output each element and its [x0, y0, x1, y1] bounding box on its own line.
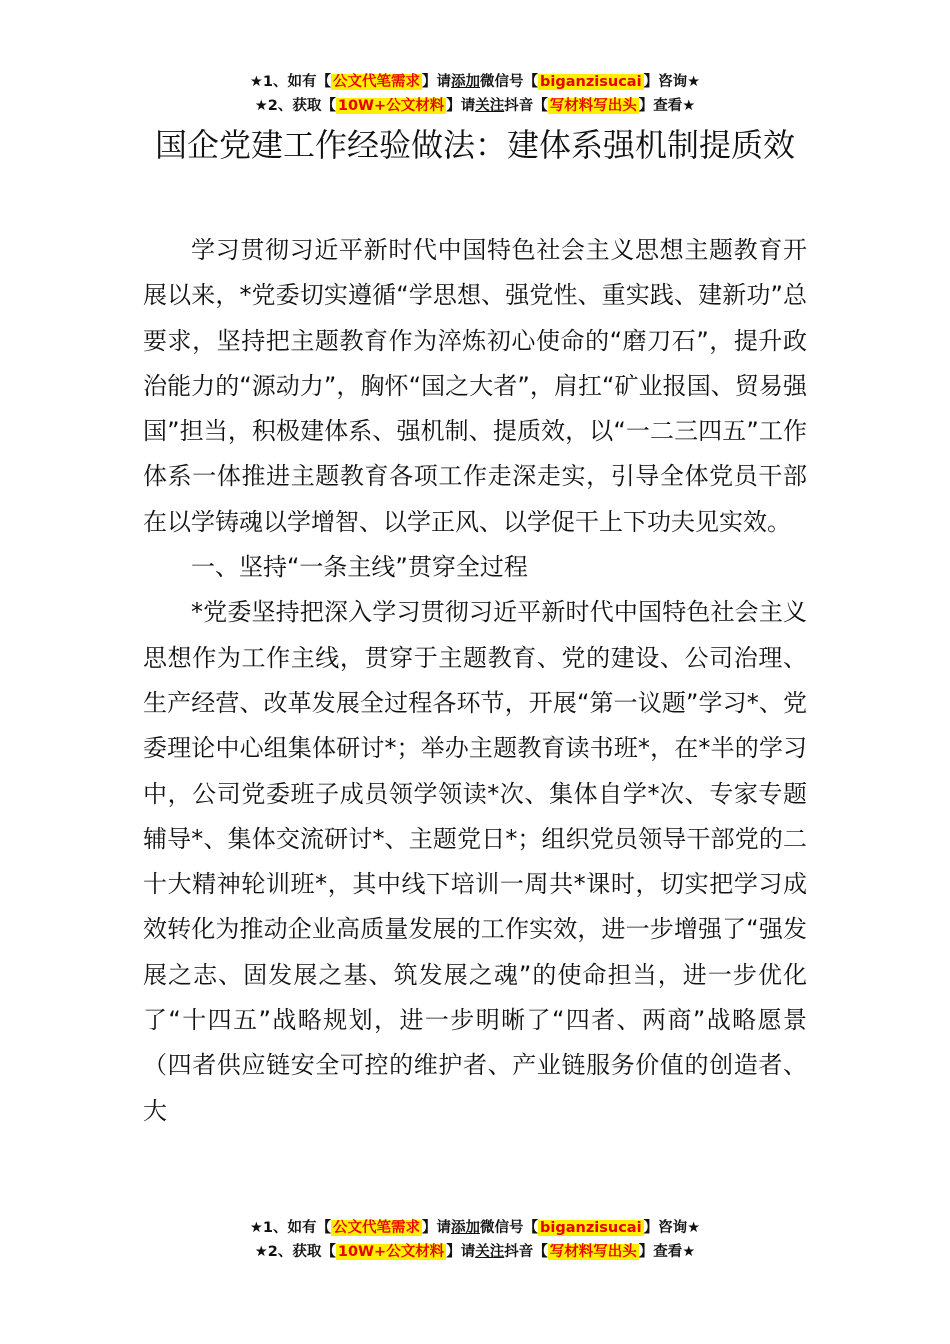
banner-text: 】请 [422, 74, 452, 90]
header-banner [0, 70, 950, 118]
banner-highlight: 公文代笔需求 [333, 74, 421, 90]
banner-text: 微信号【 [480, 74, 539, 90]
banner-douyin-id: 写材料写出头 [549, 98, 637, 114]
banner-text: ★2、获取【 [254, 1244, 336, 1260]
document-body [143, 228, 807, 1134]
banner-text: 】查看★ [638, 1244, 696, 1260]
banner-text: 】咨询★ [643, 1220, 701, 1236]
banner-text: 】请 [422, 1220, 452, 1236]
banner-wechat-id: biganzisucai [540, 74, 642, 90]
banner-line-2 [0, 1240, 950, 1264]
banner-emphasis: 添加 [451, 1220, 481, 1236]
banner-text: 】咨询★ [643, 74, 701, 90]
paragraph-intro: 学习贯彻习近平新时代中国特色社会主义思想主题教育开展以来，*党委切实遵循“学思想、强党性、重实践、建新功”总要求，坚持把主题教育作为淬炼初心使命的“磨刀石”，提升政治能力的“源动力”，胸怀“国之大者”，肩扛“矿业报国、贸易强国”担当，积极建体系、强机制、提质效，以“一二三四五”工作体系一体推进主题教育各项工作走深走实，引导全体党员干部在以学铸魂以学增智、以学正风、以学促干上下功夫见实效。 [143, 236, 807, 536]
banner-text: ★1、如有【 [249, 74, 332, 90]
section-heading: 一、坚持“一条主线”贯穿全过程 [191, 553, 528, 582]
banner-emphasis: 关注 [475, 98, 505, 114]
document-title: 国企党建工作经验做法：建体系强机制提质效 [154, 126, 795, 164]
banner-line-2 [0, 94, 950, 118]
banner-text: 】查看★ [638, 98, 696, 114]
banner-text: 】请 [446, 1244, 476, 1260]
footer-banner [0, 1216, 950, 1264]
banner-douyin-id: 写材料写出头 [549, 1244, 637, 1260]
banner-emphasis: 关注 [475, 1244, 505, 1260]
banner-text: 抖音【 [504, 98, 548, 114]
banner-text: 】请 [446, 98, 476, 114]
banner-emphasis: 添加 [451, 74, 481, 90]
banner-line-1 [0, 70, 950, 94]
banner-text: 抖音【 [504, 1244, 548, 1260]
paragraph-section-1: *党委坚持把深入学习贯彻习近平新时代中国特色社会主义思想作为工作主线，贯穿于主题教育、党的建设、公司治理、生产经营、改革发展全过程各环节，开展“第一议题”学习*、党委理论中心组集体研讨*；举办主题教育读书班*，在*半的学习中，公司党委班子成员领学领读*次、集体自学*次、专家专题辅导*、集体交流研讨*、主题党日*；组织党员领导干部党的二十大精神轮训班*，其中线下培训一周共*课时，切实把学习成效转化为推动企业高质量发展的工作实效，进一步增强了“强发展之志、固发展之基、筑发展之魂”的使命担当，进一步优化了“十四五”战略规划，进一步明晰了“四者、两商”战略愿景（四者供应链安全可控的维护者、产业链服务价值的创造者、大 [143, 598, 807, 1125]
banner-highlight: 10W+公文材料 [337, 1244, 445, 1260]
banner-wechat-id: biganzisucai [540, 1220, 642, 1236]
banner-text: 微信号【 [480, 1220, 539, 1236]
banner-text: ★2、获取【 [254, 98, 336, 114]
banner-highlight: 10W+公文材料 [337, 98, 445, 114]
banner-line-1 [0, 1216, 950, 1240]
banner-highlight: 公文代笔需求 [333, 1220, 421, 1236]
banner-text: ★1、如有【 [249, 1220, 332, 1236]
